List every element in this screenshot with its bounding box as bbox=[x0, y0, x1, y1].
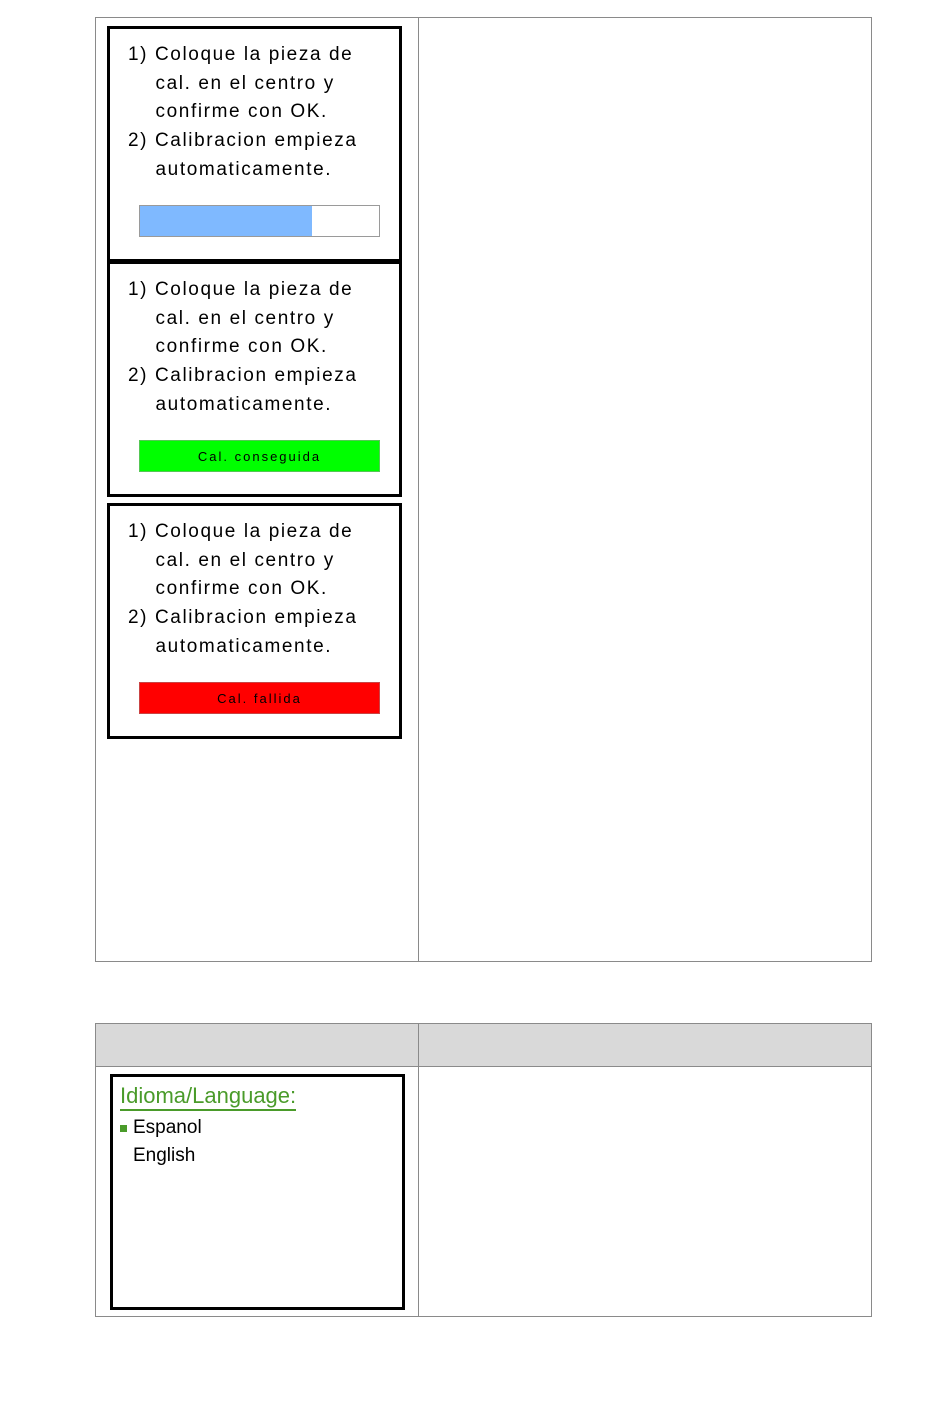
language-title: Idioma/Language: bbox=[120, 1082, 296, 1111]
table2-border-bottom bbox=[95, 1316, 872, 1317]
calibration-instructions: 1) Coloque la pieza de cal. en el centro y confirme con OK. 2) Calibracion empieza automaticamente. bbox=[128, 44, 358, 180]
table2-header-right bbox=[419, 1024, 871, 1066]
table2-border-right bbox=[871, 1023, 872, 1317]
calibration-failed-status: Cal. fallida bbox=[139, 682, 380, 714]
language-option-espanol[interactable] bbox=[120, 1116, 202, 1140]
table2-header-left bbox=[96, 1024, 418, 1066]
selected-marker-icon bbox=[120, 1125, 127, 1132]
calibration-screen-success bbox=[107, 261, 402, 497]
calibration-screen-failed bbox=[107, 503, 402, 739]
table2-header-divider bbox=[95, 1066, 872, 1067]
calibration-instructions: 1) Coloque la pieza de cal. en el centro y confirme con OK. 2) Calibracion empieza automaticamente. bbox=[128, 521, 358, 657]
table1-border-right bbox=[871, 17, 872, 962]
calibration-progress-bar bbox=[139, 205, 380, 237]
table1-border-top bbox=[95, 17, 872, 18]
calibration-instructions: 1) Coloque la pieza de cal. en el centro y confirme con OK. 2) Calibracion empieza automaticamente. bbox=[128, 279, 358, 415]
progress-bar-fill bbox=[140, 206, 312, 236]
table1-border-left bbox=[95, 17, 96, 962]
language-option-label: English bbox=[133, 1145, 196, 1166]
table2-border-top bbox=[95, 1023, 872, 1024]
language-option-label: Espanol bbox=[133, 1117, 202, 1138]
calibration-success-status: Cal. conseguida bbox=[139, 440, 380, 472]
language-option-english[interactable] bbox=[120, 1144, 195, 1168]
calibration-screen-progress bbox=[107, 26, 402, 262]
table1-column-divider bbox=[418, 17, 419, 962]
table2-border-left bbox=[95, 1023, 96, 1317]
table2-column-divider bbox=[418, 1023, 419, 1317]
table1-border-bottom bbox=[95, 961, 872, 962]
language-screen bbox=[110, 1074, 405, 1310]
